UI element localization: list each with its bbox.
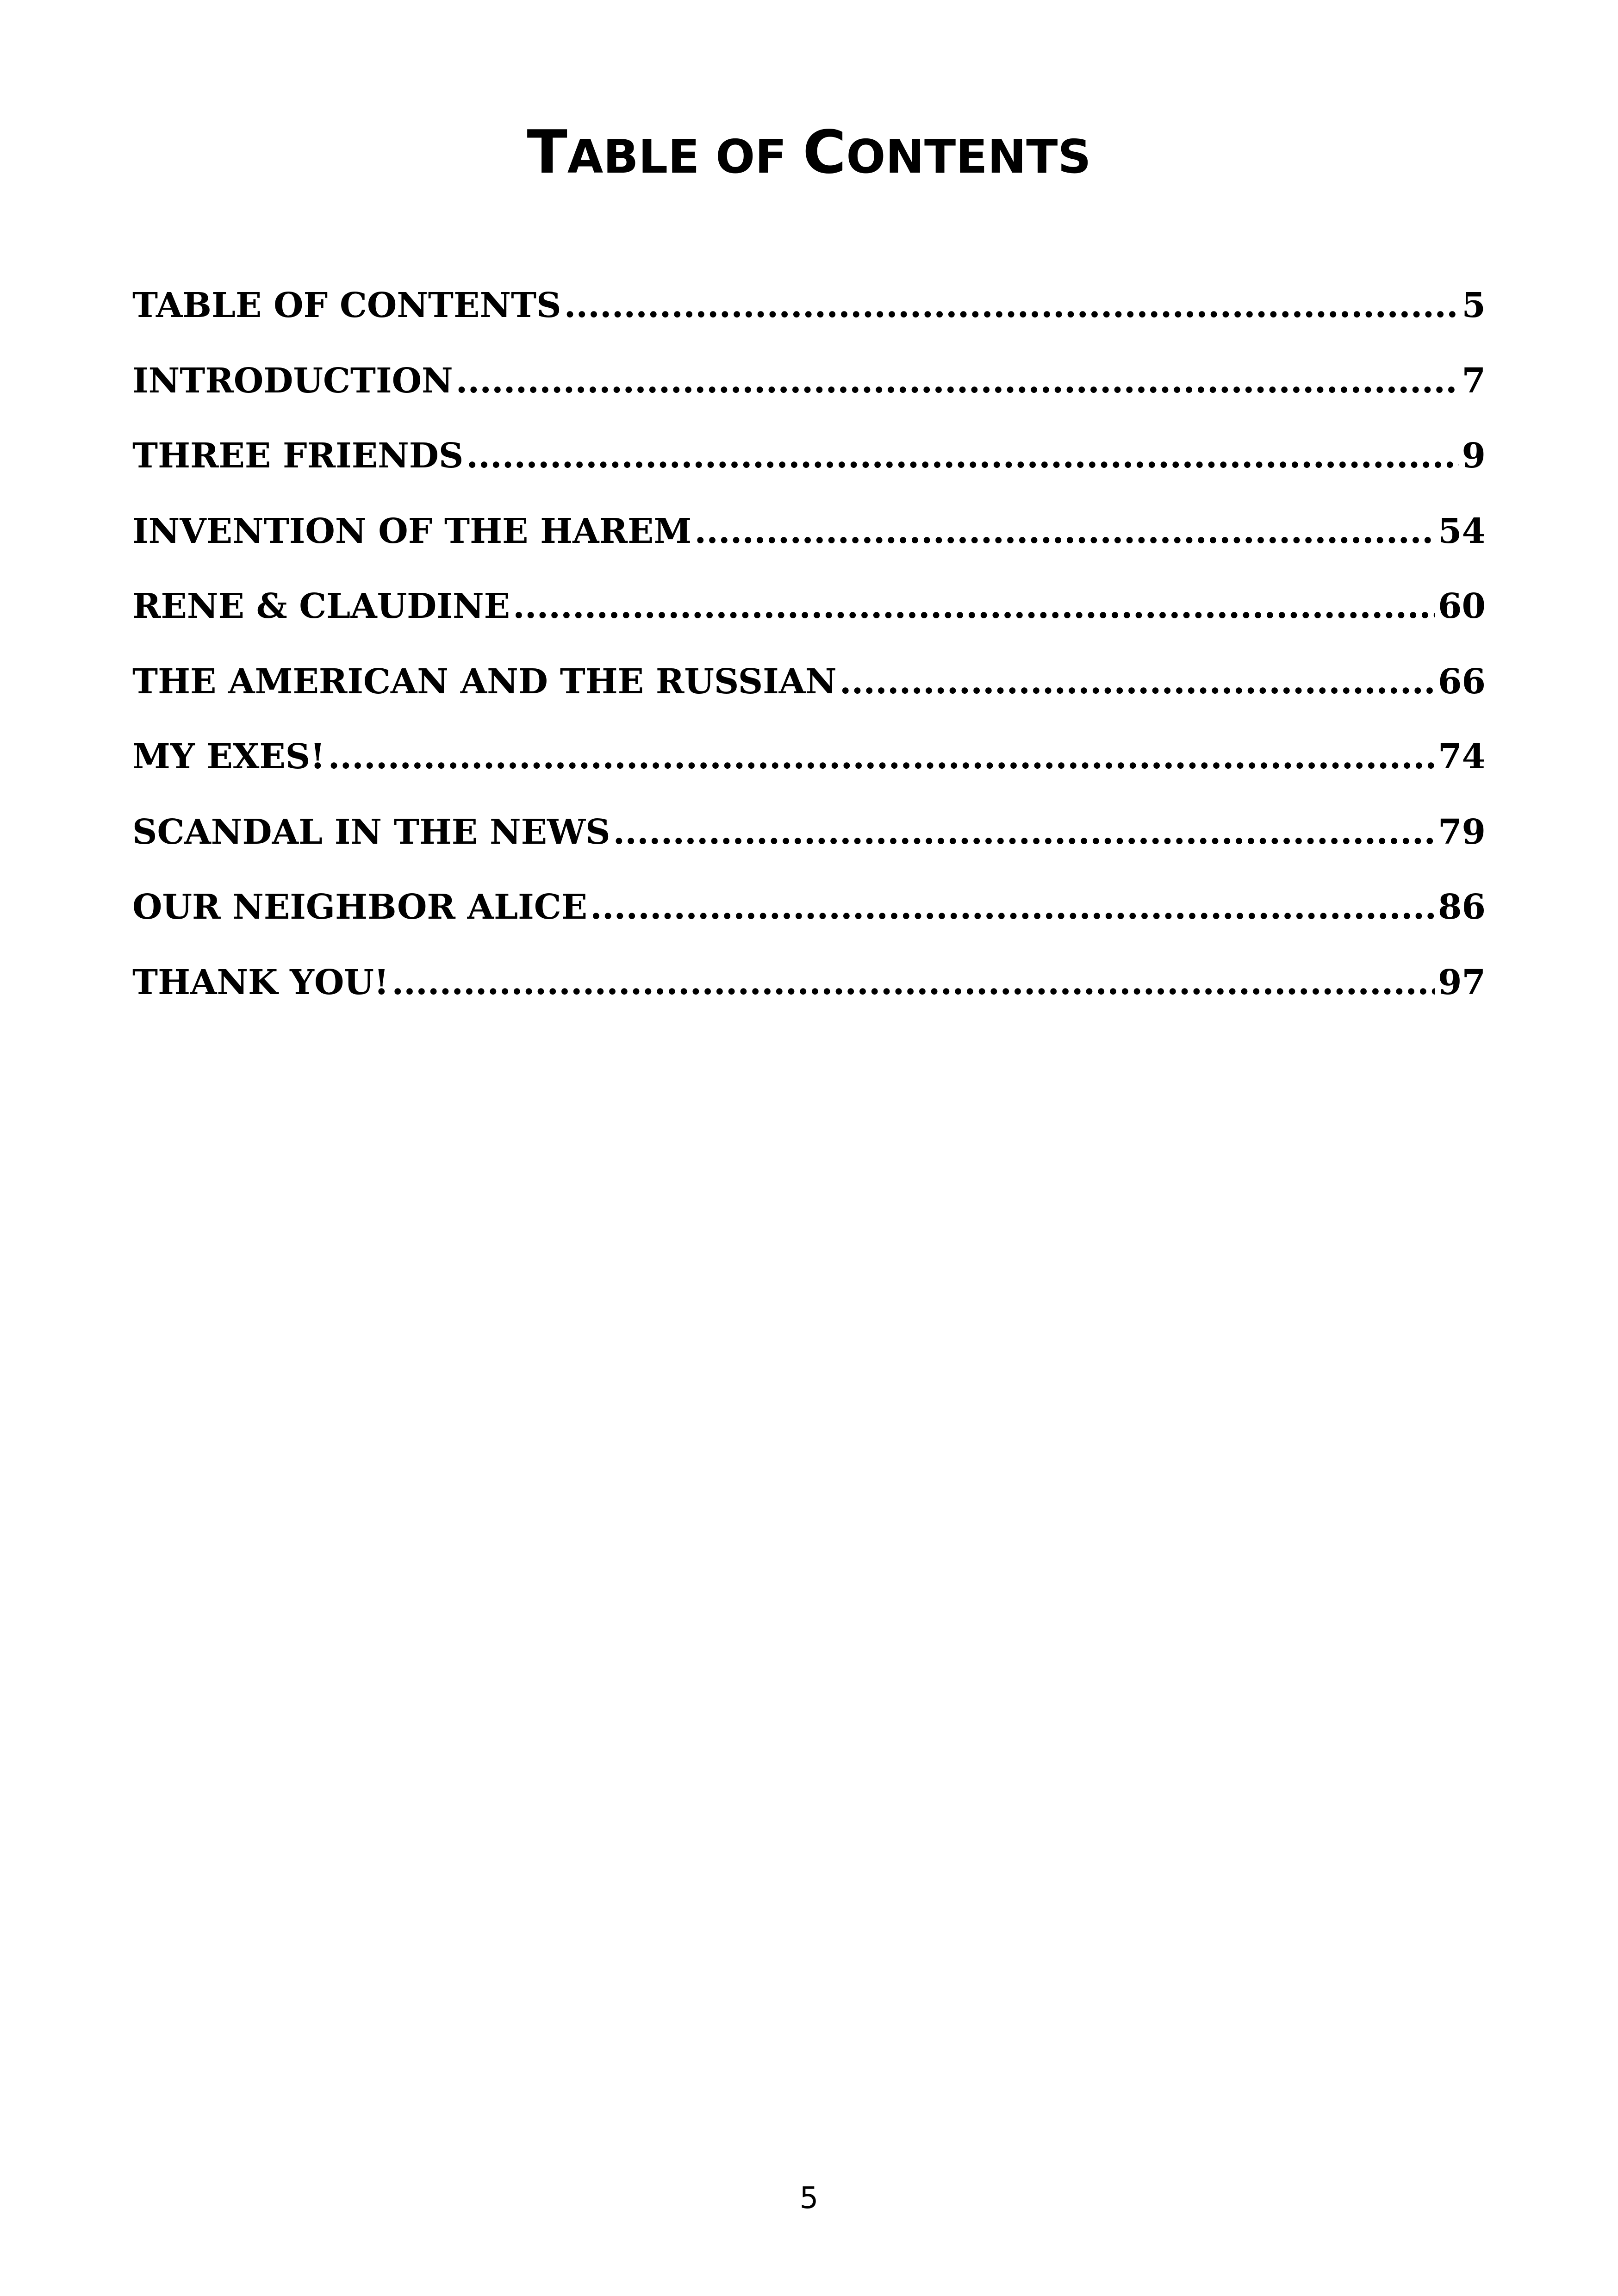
toc-dot-leader bbox=[466, 428, 1459, 484]
toc-entry[interactable] bbox=[132, 879, 1486, 955]
toc-entry[interactable] bbox=[132, 278, 1486, 353]
toc-entry-title: THREE FRIENDS bbox=[132, 436, 464, 476]
toc-entry[interactable] bbox=[132, 729, 1486, 804]
page-title bbox=[0, 116, 1618, 194]
toc-entry-title: RENE & CLAUDINE bbox=[132, 586, 510, 626]
toc-entry-title: INTRODUCTION bbox=[132, 361, 453, 401]
toc-dot-leader bbox=[328, 729, 1435, 784]
toc-dot-leader bbox=[513, 579, 1435, 634]
page-number: 5 bbox=[799, 2181, 819, 2215]
toc-entry-title: OUR NEIGHBOR ALICE bbox=[132, 887, 588, 927]
toc-entry-title: INVENTION OF THE HAREM bbox=[132, 511, 692, 551]
toc-list bbox=[132, 278, 1486, 1030]
toc-dot-leader bbox=[456, 353, 1459, 409]
toc-entry-page: 86 bbox=[1438, 887, 1486, 927]
title-initial-t: T bbox=[527, 118, 567, 187]
toc-entry[interactable] bbox=[132, 654, 1486, 729]
title-rest-ontents: ONTENTS bbox=[846, 130, 1091, 184]
toc-entry-page: 60 bbox=[1438, 586, 1486, 626]
toc-dot-leader bbox=[613, 804, 1435, 860]
toc-entry-title: THE AMERICAN AND THE RUSSIAN bbox=[132, 661, 837, 702]
toc-entry-page: 9 bbox=[1462, 436, 1486, 476]
toc-entry[interactable] bbox=[132, 353, 1486, 429]
toc-entry-page: 66 bbox=[1438, 661, 1486, 702]
toc-entry-title: TABLE OF CONTENTS bbox=[132, 286, 561, 325]
toc-entry-page: 97 bbox=[1438, 962, 1486, 1002]
toc-entry-title: SCANDAL IN THE NEWS bbox=[132, 812, 610, 852]
toc-dot-leader bbox=[840, 654, 1435, 709]
title-initial-c: C bbox=[803, 118, 846, 187]
toc-entry[interactable] bbox=[132, 955, 1486, 1030]
toc-entry[interactable] bbox=[132, 428, 1486, 504]
toc-dot-leader bbox=[590, 879, 1435, 935]
toc-entry[interactable] bbox=[132, 579, 1486, 654]
toc-dot-leader bbox=[564, 278, 1459, 333]
title-rest-able-of: ABLE OF bbox=[567, 130, 803, 184]
toc-entry-title: THANK YOU! bbox=[132, 962, 389, 1002]
toc-dot-leader bbox=[694, 504, 1435, 559]
toc-entry[interactable] bbox=[132, 504, 1486, 579]
toc-entry-title: MY EXES! bbox=[132, 737, 325, 777]
toc-entry-page: 74 bbox=[1438, 737, 1486, 777]
toc-entry[interactable] bbox=[132, 804, 1486, 880]
toc-entry-page: 7 bbox=[1462, 361, 1486, 401]
toc-entry-page: 5 bbox=[1462, 286, 1486, 325]
toc-dot-leader bbox=[392, 955, 1435, 1010]
toc-entry-page: 54 bbox=[1438, 511, 1486, 551]
toc-entry-page: 79 bbox=[1438, 812, 1486, 852]
